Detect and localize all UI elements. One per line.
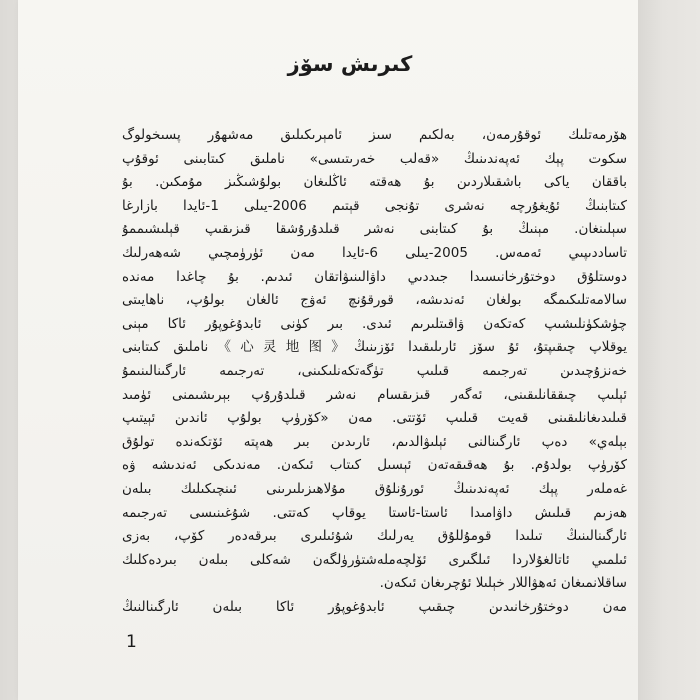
body-text (122, 124, 627, 619)
paragraph-line: ساقلانمىغان ئەھۋاللار خېلىلا ئۇچرىغان ئىكەن. (379, 575, 627, 592)
paragraph-line: كىتابنىڭ ئۇيغۇرچە نەشرى تۇنجى قېتىم 2006-يىلى 1-ئايدا بازارغا (122, 197, 627, 214)
page-number: 1 (126, 632, 137, 652)
paragraph-line: باققان ياكى باشقىلاردىن بۇ ھەقتە ئاڭلىغان بولۇشىڭىز مۇمكىن. بۇ (122, 174, 627, 191)
paragraph-line: يوقلاپ چىقىپتۇ، ئۇ سۆز ئارىلىقىدا ئۆزىنىڭ《心灵地图》ناملىق كىتابنى (122, 339, 627, 356)
paragraph-line: سېلىنغان. مېنىڭ بۇ كىتابنى نەشر قىلدۇرۇشقا قىزىقىپ قېلىشىممۇ (122, 221, 627, 238)
paragraph-line: غەملەر پېك ئەپەندىنىڭ ئورۇنلۇق مۇلاھىزىلىرىنى ئىنچىكىلىك بىلەن (122, 480, 627, 497)
paragraph-line: ھۆرمەتلىك ئوقۇرمەن، بەلكىم سىز ئامېرىكىلىق مەشھۇر پسىخولوگ (122, 127, 627, 143)
paragraph-line: تاساددىپىي ئەمەس. 2005-يىلى 6-ئايدا مەن ئۈرۈمچىي شەھەرلىك (122, 244, 627, 261)
paragraph-line: دوستلۇق دوختۇرخانىسىدا جىددىي داۋالىنىۋاتقان ئىدىم. بۇ چاغدا مەندە (122, 268, 627, 285)
page-edge (638, 0, 700, 700)
paragraph-line: ئېلىپ چىققانلىقىنى، ئەگەر قىزىقسام نەشر قىلدۇرۇپ بېرىشىمنى ئۈمىد (122, 386, 627, 403)
paragraph-line: كۆرۈپ بولدۇم. بۇ ھەقىقەتەن ئېسىل كىتاب ئىكەن. مەندىكى ئەندىشە ۋە (122, 457, 627, 474)
paragraph-line: سالامەتلىكىمگە بولغان ئەندىشە، قورقۇنچ ئەۋج ئالغان بولۇپ، ناھايىتى (122, 292, 627, 309)
page-title: كىرىش سۆز (287, 52, 413, 76)
paragraph-line: ئارگىنالىنىڭ تىلىدا قومۇللۇق يەرلىك شۇئىلىرى بىرقەدەر كۆپ، بەزى (122, 528, 627, 545)
paragraph-line: قىلىدىغانلىقىنى قەيت قىلىپ ئۆتتى. مەن «كۆرۈپ بولۇپ ئاندىن ئېيتىپ (122, 410, 627, 427)
paragraph-line: سكوت پېك ئەپەندىنىڭ «قەلب خەرىتىسى» ناملىق كىتابىنى ئوقۇپ (122, 150, 627, 167)
paragraph-line: خەنزۇچىدىن تەرجىمە قىلىپ تۈگەتكەنلىكىنى، تەرجىمە ئارگىنالىنىمۇ (122, 362, 627, 379)
continuation-line: مەن دوختۇرخانىدىن چىقىپ ئابدۇغوپۇر ئاكا بىلەن ئارگىنالنىڭ (122, 598, 627, 615)
paragraph-line: چۈشكۈنلىشىپ كەتكەن ۋاقىتلىرىم ئىدى. بىر كۈنى ئابدۇغوپۇر ئاكا مېنى (122, 315, 627, 332)
paragraph-line: بېلەي» دەپ ئارگىنالنى ئېلىۋالدىم، ئارىدىن بىر ھەپتە ئۆتكەندە تولۇق (122, 433, 627, 450)
paragraph-line: ئىلمىي ئاتالغۇلاردا ئىلگىرى ئۆلچەملەشتۈرۈلگەن شەكلى بىلەن بىردەكلىك (122, 551, 627, 568)
paragraph-line: ھەزىم قىلىش داۋامىدا ئاستا-ئاستا يوقاپ كەتتى. شۇغىنىسى تەرجىمە (122, 504, 627, 521)
